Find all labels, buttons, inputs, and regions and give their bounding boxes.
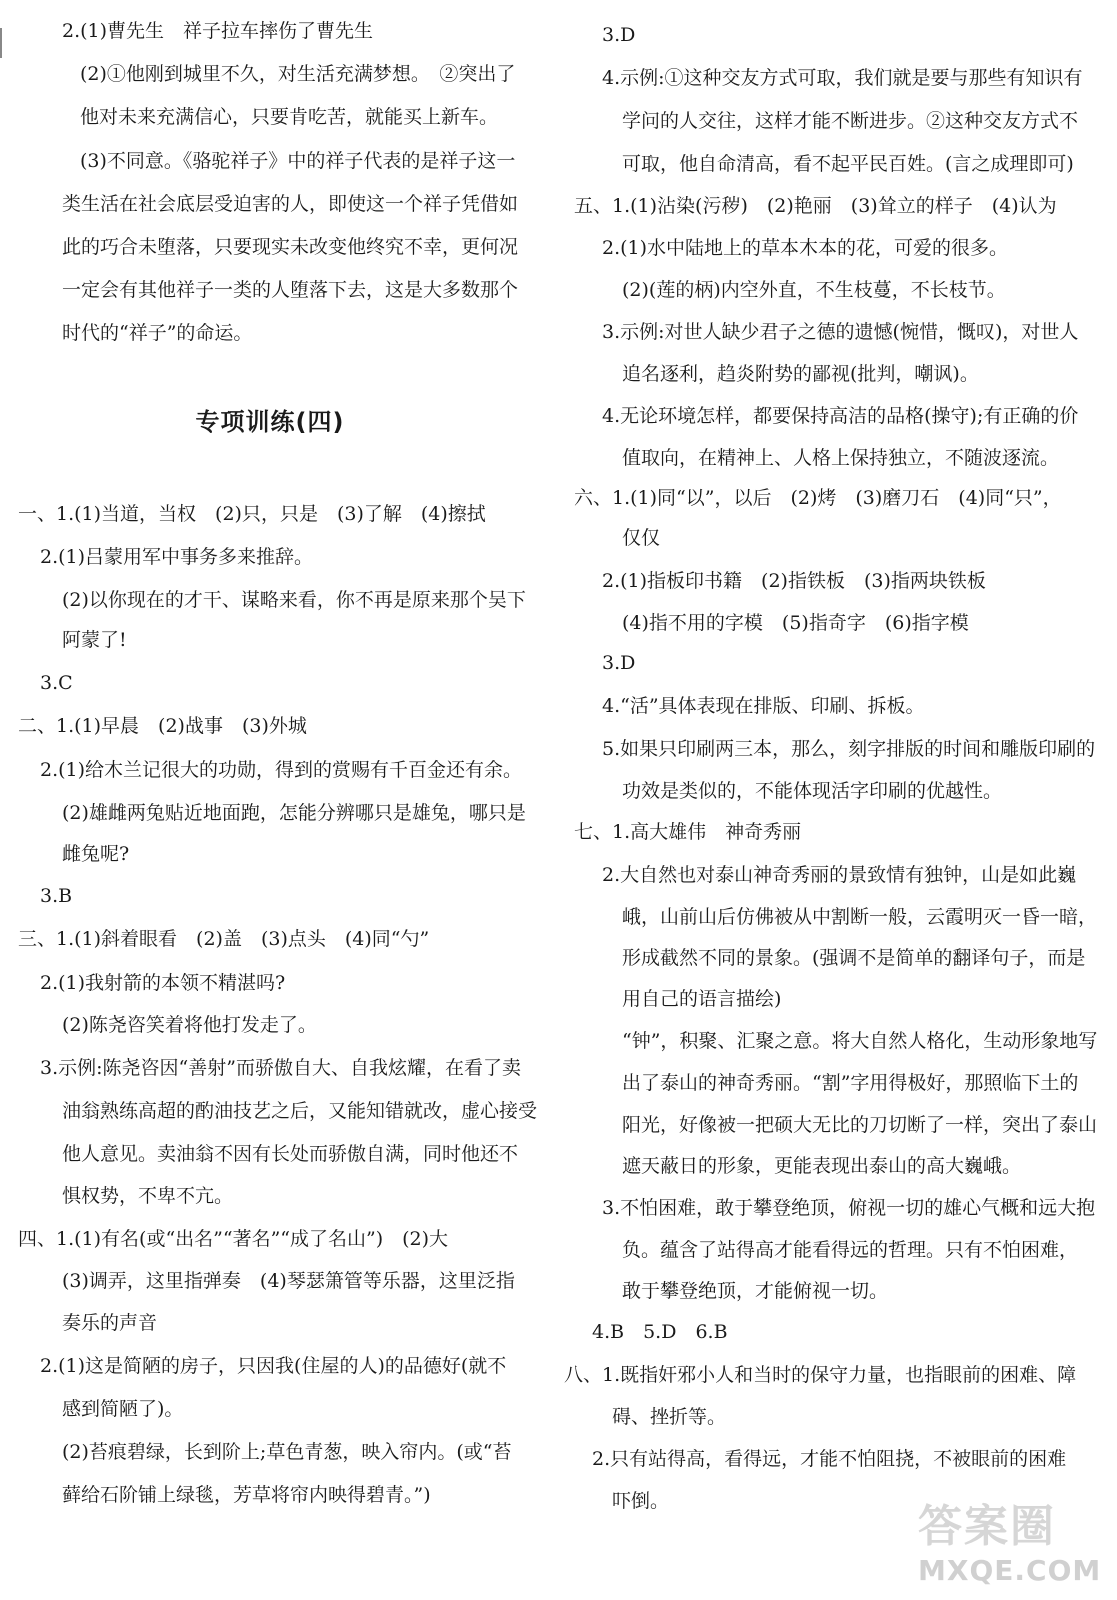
- answer-line: 2.只有站得高，看得远，才能不怕阻挠，不被眼前的困难: [592, 1448, 1067, 1470]
- answer-line: 3.D: [602, 652, 636, 674]
- answer-line: 出了泰山的神奇秀丽。“割”字用得极好，那照临下土的: [622, 1072, 1079, 1094]
- answer-line: 3.D: [602, 24, 636, 46]
- answer-line: 可取，他自命清高，看不起平民百姓。(言之成理即可): [622, 153, 1074, 175]
- answer-line: 2.(1)我射箭的本领不精湛吗?: [40, 972, 286, 994]
- answer-line: 2.(1)指板印书籍 (2)指铁板 (3)指两块铁板: [602, 570, 986, 592]
- answer-line: 六、1.(1)同“以”，以后 (2)烤 (3)磨刀石 (4)同“只”，: [574, 487, 1062, 509]
- answer-line: 4.B 5.D 6.B: [592, 1321, 728, 1343]
- answer-line: (4)指不用的字模 (5)指奇字 (6)指字模: [622, 612, 969, 634]
- answer-line: 敢于攀登绝顶，才能俯视一切。: [622, 1280, 889, 1302]
- page-edge-mark: [0, 28, 8, 58]
- answer-line: 类生活在社会底层受迫害的人，即使这一个祥子凭借如: [62, 193, 519, 215]
- answer-line: (3)不同意。《骆驼祥子》中的祥子代表的是祥子这一: [80, 150, 516, 172]
- answer-line: 三、1.(1)斜着眼看 (2)盖 (3)点头 (4)同“勺”: [18, 928, 430, 950]
- answer-line: 形成截然不同的景象。(强调不是简单的翻译句子，而是: [622, 947, 1086, 969]
- answer-line: 2.大自然也对泰山神奇秀丽的景致情有独钟，山是如此巍: [602, 864, 1077, 886]
- answer-line: 五、1.(1)沾染(污秽) (2)艳丽 (3)耸立的样子 (4)认为: [574, 195, 1057, 217]
- answer-line: 2.(1)这是简陋的房子，只因我(住屋的人)的品德好(就不: [40, 1355, 507, 1377]
- answer-line: (2)(莲的柄)内空外直，不生枝蔓，不长枝节。: [622, 279, 1006, 301]
- answer-line: 2.(1)给木兰记很大的功勋，得到的赏赐有千百金还有余。: [40, 759, 523, 781]
- answer-line: 七、1.高大雄伟 神奇秀丽: [574, 821, 802, 843]
- watermark-url: MXQE.COM: [918, 1554, 1102, 1587]
- answer-line: 2.(1)吕蒙用军中事务多来推辞。: [40, 546, 314, 568]
- answer-line: 功效是类似的，不能体现活字印刷的优越性。: [622, 780, 1003, 802]
- answer-line: 惧权势，不卑不亢。: [62, 1185, 234, 1207]
- answer-line: 一、1.(1)当道，当权 (2)只，只是 (3)了解 (4)擦拭: [18, 503, 486, 525]
- answer-line: 值取向，在精神上、人格上保持独立，不随波逐流。: [622, 447, 1060, 469]
- answer-line: 2.(1)曹先生 祥子拉车摔伤了曹先生: [62, 20, 374, 42]
- answer-line: 奏乐的声音: [62, 1312, 158, 1334]
- answer-line: 2.(1)水中陆地上的草本木本的花，可爱的很多。: [602, 237, 1009, 259]
- answer-line: 他对未来充满信心，只要肯吃苦，就能买上新车。: [80, 106, 499, 128]
- answer-line: 碍、挫折等。: [612, 1406, 727, 1428]
- answer-line: 一定会有其他祥子一类的人堕落下去，这是大多数那个: [62, 279, 519, 301]
- answer-line: 雌兔呢?: [62, 843, 130, 865]
- answer-line: 4.无论环境怎样，都要保持高洁的品格(操守);有正确的价: [602, 405, 1079, 427]
- answer-line: 3.不怕困难，敢于攀登绝顶，俯视一切的雄心气概和远大抱: [602, 1197, 1096, 1219]
- answer-line: 藓给石阶铺上绿毯，芳草将帘内映得碧青。”): [62, 1484, 431, 1506]
- answer-line: (2)陈尧咨笑着将他打发走了。: [62, 1014, 317, 1036]
- answer-line: 5.如果只印刷两三本，那么，刻字排版的时间和雕版印刷的: [602, 738, 1096, 760]
- answer-line: 3.示例:对世人缺少君子之德的遗憾(惋惜，慨叹)，对世人: [602, 321, 1079, 343]
- answer-line: (2)雄雌两兔贴近地面跑，怎能分辨哪只是雄兔，哪只是: [62, 802, 526, 824]
- answer-line: 4.示例:①这种交友方式可取，我们就是要与那些有知识有: [602, 67, 1083, 89]
- answer-line: 四、1.(1)有名(或“出名”“著名”“成了名山”) (2)大: [18, 1228, 449, 1250]
- answer-line: 用自己的语言描绘): [622, 988, 782, 1010]
- answer-line: 学问的人交往，这样才能不断进步。②这种交友方式不: [622, 110, 1079, 132]
- answer-line: (2)苔痕碧绿，长到阶上;草色青葱，映入帘内。(或“苔: [62, 1441, 512, 1463]
- section-title: 专项训练(四): [195, 408, 345, 436]
- watermark-text: 答案圈: [918, 1501, 1056, 1552]
- answer-line: (2)①他刚到城里不久，对生活充满梦想。 ②突出了: [80, 63, 516, 85]
- answer-line: (3)调弄，这里指弹奏 (4)琴瑟箫管等乐器，这里泛指: [62, 1270, 515, 1292]
- answer-line: 负。蕴含了站得高才能看得远的哲理。只有不怕困难，: [622, 1239, 1079, 1261]
- answer-line: 3.示例:陈尧咨因“善射”而骄傲自大、自我炫耀，在看了卖: [40, 1057, 521, 1079]
- answer-line: 他人意见。卖油翁不因有长处而骄傲自满，同时他还不: [62, 1143, 519, 1165]
- answer-line: (2)以你现在的才干、谋略来看，你不再是原来那个吴下: [62, 589, 526, 611]
- answer-line: 3.C: [40, 672, 73, 694]
- answer-line: 此的巧合未堕落，只要现实未改变他终究不幸，更何况: [62, 236, 519, 258]
- answer-line: 追名逐利，趋炎附势的鄙视(批判，嘲讽)。: [622, 363, 979, 385]
- answer-line: 吓倒。: [612, 1490, 670, 1512]
- answer-line: 仅仅: [622, 527, 661, 549]
- answer-line: 3.B: [40, 885, 73, 907]
- answer-line: 二、1.(1)早晨 (2)战事 (3)外城: [18, 715, 307, 737]
- answer-line: 阳光，好像被一把硕大无比的刀切断了一样，突出了泰山: [622, 1114, 1098, 1136]
- answer-line: 4.“活”具体表现在排版、印刷、拆板。: [602, 695, 925, 717]
- answer-line: 感到简陋了)。: [62, 1398, 184, 1420]
- answer-line: 油翁熟练高超的酌油技艺之后，又能知错就改，虚心接受: [62, 1100, 538, 1122]
- site-watermark: [918, 1490, 1114, 1598]
- answer-line: 遮天蔽日的形象，更能表现出泰山的高大巍峨。: [622, 1155, 1022, 1177]
- answer-line: 八、1.既指奸邪小人和当时的保守力量，也指眼前的困难、障: [564, 1364, 1077, 1386]
- answer-line: “钟”，积聚、汇聚之意。将大自然人格化，生动形象地写: [622, 1030, 1098, 1052]
- answer-line: 峨，山前山后仿佛被从中割断一般，云霞明灭一昏一暗，: [622, 906, 1098, 928]
- answer-line: 时代的“祥子”的命运。: [62, 322, 253, 344]
- answer-line: 阿蒙了!: [62, 629, 127, 651]
